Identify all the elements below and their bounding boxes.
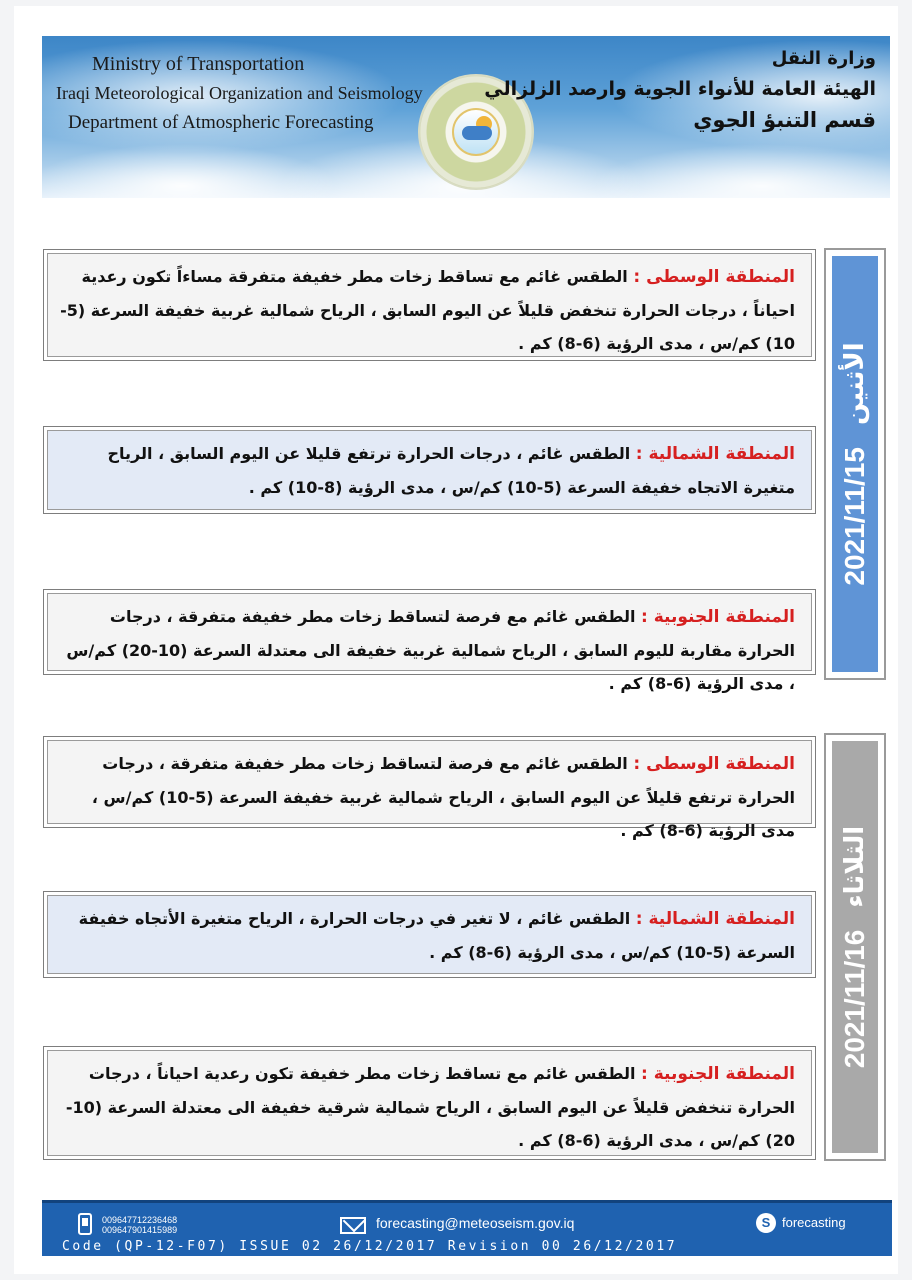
day-weekday: الثلاثاء <box>840 825 870 908</box>
day-date: 2021/11/16 <box>839 929 870 1069</box>
region-label: المنطقة الشمالية : <box>635 444 795 464</box>
day-date: 2021/11/15 <box>839 447 870 586</box>
skype-handle[interactable]: forecasting <box>782 1215 846 1230</box>
forecast-text: الطقس غائم ، درجات الحرارة ترتفع قليلا عن اليوم السابق ، الرياح متغيرة الاتجاه خفيفة السرعة (5-10) كم/س ، مدى الرؤية (8-10) كم . <box>107 444 795 497</box>
forecast-text-block <box>47 430 812 510</box>
region-label: المنطقة الجنوبية : <box>641 607 795 627</box>
organization-name-ar: الهيئة العامة للأنواء الجوية وارصد الزلزالي <box>484 78 876 100</box>
day-strip-2 <box>824 733 886 1161</box>
forecast-text-block <box>47 740 812 840</box>
forecast-text-block <box>47 253 812 357</box>
day-strip-fill <box>832 741 878 1153</box>
ministry-name-en: Ministry of Transportation <box>92 53 305 75</box>
region-label: المنطقة الجنوبية : <box>641 1064 795 1084</box>
forecast-text: الطقس غائم مع فرصة لتساقط زخات مطر خفيفة متفرقة ، درجات الحرارة ترتفع قليلاً عن اليوم السابق ، الرياح شمالية غربية خفيفة السرعة (5-10) كم/س ، مدى الرؤية (6-8) كم . <box>91 754 795 840</box>
forecast-north-day1 <box>43 426 816 514</box>
forecast-text-block <box>47 1050 812 1156</box>
forecast-south-day2 <box>43 1046 816 1160</box>
forecast-text: الطقس غائم مع تساقط زخات مطر خفيفة متفرقة مساءاً تكون رعدية احياناً ، درجات الحرارة تنخفض قليلاً عن اليوم السابق ، الرياح شمالية غربية خفيفة السرعة (5-10) كم/س ، مدى الرؤية (6-8) كم . <box>60 267 795 353</box>
forecast-text-block <box>47 895 812 974</box>
header-banner <box>42 36 890 198</box>
forecast-central-day2 <box>43 736 816 840</box>
department-name-en: Department of Atmospheric Forecasting <box>68 112 374 133</box>
english-header <box>56 50 423 137</box>
contact-footer <box>42 1200 892 1256</box>
organization-name-en: Iraqi Meteorological Organization and Seismology <box>56 83 423 103</box>
forecast-text-block <box>47 593 812 693</box>
skype-icon: S <box>756 1213 776 1233</box>
region-label: المنطقة الوسطى : <box>633 267 795 287</box>
forecast-text: الطقس غائم ، لا تغير في درجات الحرارة ، الرياح متغيرة الأتجاه خفيفة السرعة (5-10) كم/س ، مدى الرؤية (6-8) كم . <box>78 909 795 962</box>
department-name-ar: قسم التنبؤ الجوي <box>693 108 876 132</box>
region-label: المنطقة الوسطى : <box>633 754 795 774</box>
phone-numbers <box>102 1215 177 1235</box>
ministry-name-ar: وزارة النقل <box>771 48 876 69</box>
phone-number-2: 009647901415989 <box>102 1225 178 1235</box>
day-label <box>839 826 871 1068</box>
day-label <box>839 342 871 585</box>
region-label: المنطقة الشمالية : <box>635 909 795 929</box>
arabic-header <box>484 44 876 136</box>
document-code: Code (QP-12-F07) ISSUE 02 26/12/2017 Revision 00 26/12/2017 <box>62 1239 678 1254</box>
email-address[interactable]: forecasting@meteoseism.gov.iq <box>376 1215 575 1231</box>
forecast-text: الطقس غائم مع فرصة لتساقط زخات مطر خفيفة متفرقة ، درجات الحرارة مقاربة لليوم السابق ، الرياح شمالية غربية خفيفة الى معتدلة السرعة (10-20) كم/س ، مدى الرؤية (6-8) كم . <box>66 607 795 693</box>
phone-icon <box>78 1213 92 1235</box>
forecast-south-day1 <box>43 589 816 693</box>
forecast-north-day2 <box>43 891 816 978</box>
day-strip-1 <box>824 248 886 680</box>
forecast-text: الطقس غائم مع تساقط زخات مطر خفيفة تكون رعدية احياناً ، درجات الحرارة تنخفض قليلاً عن اليوم السابق ، الرياح شمالية شرقية خفيفة الى معتدلة السرعة (10-20) كم/س ، مدى الرؤية (6-8) كم . <box>65 1064 795 1150</box>
mail-icon <box>340 1217 366 1234</box>
phone-number-1: 009647712236468 <box>102 1215 178 1225</box>
day-strip-fill <box>832 256 878 672</box>
forecast-central-day1 <box>43 249 816 361</box>
day-weekday: الأثنين <box>840 342 870 426</box>
